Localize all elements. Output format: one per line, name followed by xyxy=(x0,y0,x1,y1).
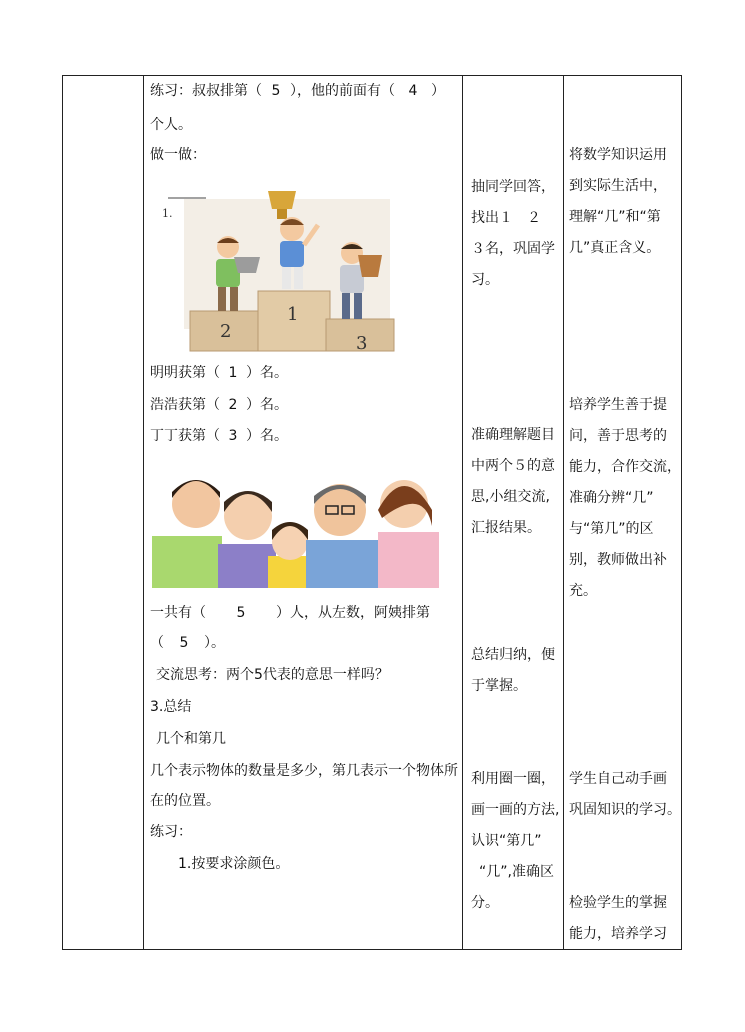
practice-1-text: ），他的前面有（ xyxy=(290,83,395,99)
student-activity-line: 中两个５的意 xyxy=(471,458,555,474)
family-member-grandfather xyxy=(306,484,380,588)
design-intent-line: 能力，合作交流， xyxy=(569,459,681,475)
podium-place-2: 2 xyxy=(220,321,232,342)
summary-title: 3.总结 xyxy=(150,699,192,715)
student-activity-line: ３名，巩固学 xyxy=(471,241,555,257)
family-question-line-1 xyxy=(150,604,430,622)
student-activity-block-2 xyxy=(471,420,555,544)
design-intent-line: 问，善于思考的 xyxy=(569,428,667,444)
student-activity-line: 抽同学回答， xyxy=(471,179,555,195)
rank-text: ）名。 xyxy=(246,397,288,413)
design-intent-line: 培养学生善于提 xyxy=(569,397,667,413)
design-intent-block-4 xyxy=(569,888,667,950)
practice-1-line xyxy=(150,82,445,100)
family-question-line-2 xyxy=(150,634,225,652)
student-activity-line: 总结归纳，便 xyxy=(471,647,555,663)
family-question-text: （ xyxy=(150,635,164,651)
family-question-text: ）。 xyxy=(204,635,225,651)
practice-2-title: 练习： xyxy=(150,824,192,840)
rank-text: 明明获第（ xyxy=(150,365,220,381)
rank-text: ）名。 xyxy=(246,428,288,444)
student-activity-block-1 xyxy=(471,172,555,296)
student-activity-line: 于掌握。 xyxy=(471,678,527,694)
design-intent-line: 巩固知识的学习。 xyxy=(569,802,681,818)
family-question-text: 一共有（ xyxy=(150,605,206,621)
design-intent-block-1 xyxy=(569,140,667,264)
answer-blank: 4 xyxy=(408,83,418,99)
rank-text: 丁丁获第（ xyxy=(150,428,220,444)
summary-body-line-1: 几个表示物体的数量是多少，第几表示一个物体所 xyxy=(150,763,458,779)
activity-title: 做一做： xyxy=(150,147,206,163)
answer-blank: 5 xyxy=(236,605,246,621)
design-intent-line: 准确分辨“几” xyxy=(569,490,654,506)
family-question-text: ）人，从左数，阿姨排第 xyxy=(276,605,430,621)
design-intent-line: 几”真正含义。 xyxy=(569,240,661,256)
student-activity-line: 习。 xyxy=(471,272,499,288)
design-intent-line: 能力，培养学习 xyxy=(569,926,667,942)
column-divider xyxy=(563,75,564,950)
student-activity-line: 分。 xyxy=(471,895,499,911)
answer-blank: 1 xyxy=(228,365,238,381)
design-intent-block-2 xyxy=(569,390,681,607)
family-member-aunt xyxy=(378,480,439,588)
family-illustration xyxy=(152,466,439,588)
student-activity-line: 认识“第几” xyxy=(471,833,542,849)
design-intent-line: 将数学知识运用 xyxy=(569,147,667,163)
student-activity-line: “几”,准确区 xyxy=(479,864,554,880)
student-activity-line: 准确理解题目 xyxy=(471,427,555,443)
design-intent-line: 检验学生的掌握 xyxy=(569,895,667,911)
podium-illustration xyxy=(156,185,396,353)
design-intent-line: 理解“几”和“第 xyxy=(569,209,661,225)
answer-blank: 5 xyxy=(271,83,281,99)
student-activity-line: 画一画的方法, xyxy=(471,802,560,818)
rank-text: 浩浩获第（ xyxy=(150,397,220,413)
podium-place-3: 3 xyxy=(356,333,368,353)
rank-line-dingding xyxy=(150,427,288,445)
podium-question-number: 1. xyxy=(162,207,173,220)
rank-line-haohao xyxy=(150,396,288,414)
discussion-prompt: 交流思考：两个5代表的意思一样吗？ xyxy=(156,667,389,683)
family-member-grandmother xyxy=(218,491,276,588)
student-activity-block-3 xyxy=(471,640,555,702)
answer-blank: 5 xyxy=(179,635,189,651)
design-intent-line: 充。 xyxy=(569,583,597,599)
practice-1-continuation: 个人。 xyxy=(150,117,192,133)
student-activity-block-4 xyxy=(471,764,559,919)
practice-2-item: 1.按要求涂颜色。 xyxy=(178,856,290,872)
family-member-father xyxy=(152,480,222,588)
design-intent-line: 别，教师做出补 xyxy=(569,552,667,568)
practice-1-text: 练习：叔叔排第（ xyxy=(150,83,262,99)
practice-1-text: ） xyxy=(431,83,445,99)
column-divider xyxy=(462,75,463,950)
rank-line-mingming xyxy=(150,364,288,382)
summary-subtitle: 几个和第几 xyxy=(156,731,226,747)
student-activity-line: 找出１ ２ xyxy=(471,210,541,226)
design-intent-line: 到实际生活中， xyxy=(569,178,667,194)
design-intent-line: 学生自己动手画 xyxy=(569,771,667,787)
design-intent-line: 与“第几”的区 xyxy=(569,521,654,537)
design-intent-block-3 xyxy=(569,764,681,826)
student-activity-line: 利用圈一圈， xyxy=(471,771,555,787)
student-activity-line: 思,小组交流, xyxy=(471,489,550,505)
answer-blank: 2 xyxy=(228,397,238,413)
summary-body-line-2: 在的位置。 xyxy=(150,793,220,809)
student-activity-line: 汇报结果。 xyxy=(471,520,541,536)
answer-blank: 3 xyxy=(228,428,238,444)
rank-text: ）名。 xyxy=(246,365,288,381)
podium-place-1: 1 xyxy=(287,304,299,325)
column-divider xyxy=(143,75,144,950)
